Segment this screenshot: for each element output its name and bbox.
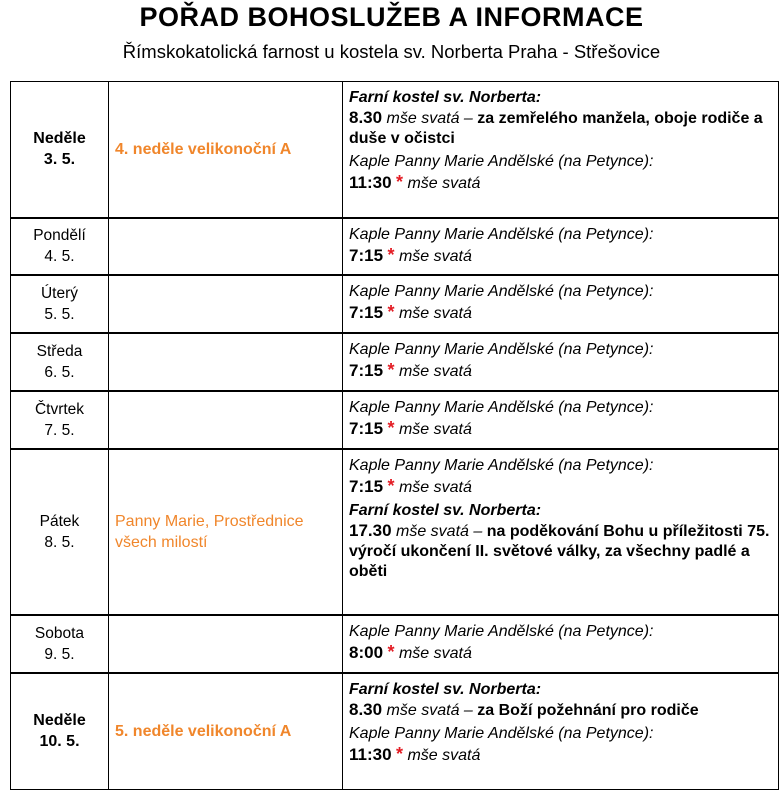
service-line <box>349 360 774 382</box>
day-date: 6. 5. <box>44 363 75 381</box>
schedule-row <box>11 82 779 218</box>
service-time: 7:15 <box>349 418 384 438</box>
service-location: Kaple Panny Marie Andělské (na Petynce): <box>349 340 654 358</box>
services-cell <box>343 449 779 615</box>
day-date: 3. 5. <box>43 151 76 169</box>
service-time: 7:15 <box>349 360 384 380</box>
day-name: Neděle <box>33 130 86 148</box>
day-date: 4. 5. <box>44 248 75 265</box>
service-block <box>349 680 774 721</box>
day-date: 9. 5. <box>44 645 75 663</box>
feast-cell: 5. neděle velikonoční A <box>109 673 343 790</box>
day-name: Pátek <box>39 512 80 530</box>
day-cell <box>11 333 109 391</box>
page-title: POŘAD BOHOSLUŽEB A INFORMACE <box>139 2 644 32</box>
day-name: Sobota <box>34 624 85 642</box>
star-icon: * <box>387 475 395 496</box>
service-kind: mše svatá <box>398 644 472 662</box>
services-cell <box>343 82 779 218</box>
service-location: Kaple Panny Marie Andělské (na Petynce): <box>349 153 654 170</box>
schedule-row <box>11 673 779 790</box>
service-kind: mše svatá <box>386 701 460 719</box>
service-time: 7:15 <box>349 302 384 322</box>
service-block <box>349 501 774 582</box>
star-icon: * <box>387 359 395 380</box>
intention-dash: – <box>459 701 478 719</box>
service-kind: mše svatá <box>398 478 472 496</box>
service-line <box>349 744 774 766</box>
service-line <box>349 108 774 149</box>
service-time: 17.30 <box>349 520 392 540</box>
service-block <box>349 622 774 664</box>
day-cell <box>11 82 109 218</box>
day-date: 10. 5. <box>39 733 80 751</box>
feast-cell: 4. neděle velikonoční A <box>109 82 343 218</box>
day-cell <box>11 449 109 615</box>
services-cell <box>343 333 779 391</box>
service-location: Farní kostel sv. Norberta: <box>349 501 542 519</box>
services-cell <box>343 391 779 449</box>
services-cell <box>343 615 779 673</box>
service-intention: za zemřelého manžela, oboje rodiče a duše v očistci <box>349 110 763 147</box>
feast-cell <box>109 275 343 333</box>
service-line <box>349 521 774 582</box>
service-kind: mše svatá <box>398 304 472 322</box>
services-cell <box>343 673 779 790</box>
service-location: Kaple Panny Marie Andělské (na Petynce): <box>349 282 654 300</box>
service-block <box>349 152 774 194</box>
day-name: Neděle <box>33 712 86 730</box>
service-location: Kaple Panny Marie Andělské (na Petynce): <box>349 724 654 742</box>
star-icon: * <box>387 417 395 438</box>
service-block <box>349 724 774 766</box>
intention-dash: – <box>459 110 478 127</box>
schedule-row <box>11 218 779 275</box>
star-icon: * <box>387 301 395 322</box>
star-icon: * <box>396 743 404 764</box>
service-location: Kaple Panny Marie Andělské (na Petynce): <box>349 622 654 640</box>
service-kind: mše svatá <box>398 362 472 380</box>
service-time: 8.30 <box>349 108 383 127</box>
service-time: 7:15 <box>349 245 384 265</box>
services-cell <box>343 275 779 333</box>
day-name: Pondělí <box>33 227 86 244</box>
star-icon: * <box>387 641 395 662</box>
day-name: Středa <box>36 342 83 360</box>
service-intention: za Boží požehnání pro rodiče <box>477 701 699 719</box>
feast-cell <box>109 615 343 673</box>
star-icon: * <box>387 244 395 265</box>
parish-subtitle: Římskokatolická farnost u kostela sv. Norberta Praha - Střešovice <box>122 41 661 62</box>
service-block <box>349 88 774 149</box>
day-cell <box>11 275 109 333</box>
service-time: 11:30 <box>349 173 392 192</box>
service-line <box>349 642 774 664</box>
service-time: 8:00 <box>349 642 384 662</box>
service-block <box>349 282 774 324</box>
day-cell <box>11 391 109 449</box>
service-kind: mše svatá <box>396 522 469 540</box>
service-location: Kaple Panny Marie Andělské (na Petynce): <box>349 456 654 474</box>
schedule-table <box>10 81 779 790</box>
schedule-row <box>11 449 779 615</box>
day-name: Úterý <box>40 284 79 302</box>
service-line <box>349 418 774 440</box>
service-intention: na poděkování Bohu u příležitosti 75. výročí ukončení II. světové války, za všechny padlé a oběti <box>349 522 770 580</box>
feast-cell: Panny Marie, Prostřednice všech milostí <box>109 449 343 615</box>
service-block <box>349 398 774 440</box>
service-time: 7:15 <box>349 476 384 496</box>
feast-cell <box>109 218 343 275</box>
service-location: Kaple Panny Marie Andělské (na Petynce): <box>349 225 654 243</box>
schedule-row <box>11 333 779 391</box>
feast-cell <box>109 391 343 449</box>
service-kind: mše svatá <box>386 110 460 127</box>
service-time: 11:30 <box>349 744 392 764</box>
service-location: Kaple Panny Marie Andělské (na Petynce): <box>349 398 654 416</box>
service-line <box>349 700 774 721</box>
service-block <box>349 340 774 382</box>
service-block <box>349 456 774 498</box>
schedule-row <box>11 391 779 449</box>
intention-dash: – <box>468 522 487 540</box>
day-cell <box>11 615 109 673</box>
service-kind: mše svatá <box>407 746 481 764</box>
schedule-row <box>11 275 779 333</box>
day-name: Čtvrtek <box>34 400 85 418</box>
service-block <box>349 225 774 267</box>
schedule-body <box>11 82 779 790</box>
day-date: 7. 5. <box>44 421 75 439</box>
service-kind: mše svatá <box>398 420 472 438</box>
star-icon: * <box>396 172 404 192</box>
schedule-row <box>11 615 779 673</box>
service-kind: mše svatá <box>407 175 481 192</box>
service-line <box>349 476 774 498</box>
service-time: 8.30 <box>349 699 383 719</box>
feast-cell <box>109 333 343 391</box>
day-cell <box>11 218 109 275</box>
service-line <box>349 245 774 267</box>
service-line <box>349 302 774 324</box>
day-date: 8. 5. <box>44 533 75 551</box>
service-location: Farní kostel sv. Norberta: <box>349 680 542 698</box>
day-cell <box>11 673 109 790</box>
service-kind: mše svatá <box>398 247 472 265</box>
service-line <box>349 172 774 194</box>
services-cell <box>343 218 779 275</box>
service-location: Farní kostel sv. Norberta: <box>349 89 542 106</box>
day-date: 5. 5. <box>44 305 75 323</box>
